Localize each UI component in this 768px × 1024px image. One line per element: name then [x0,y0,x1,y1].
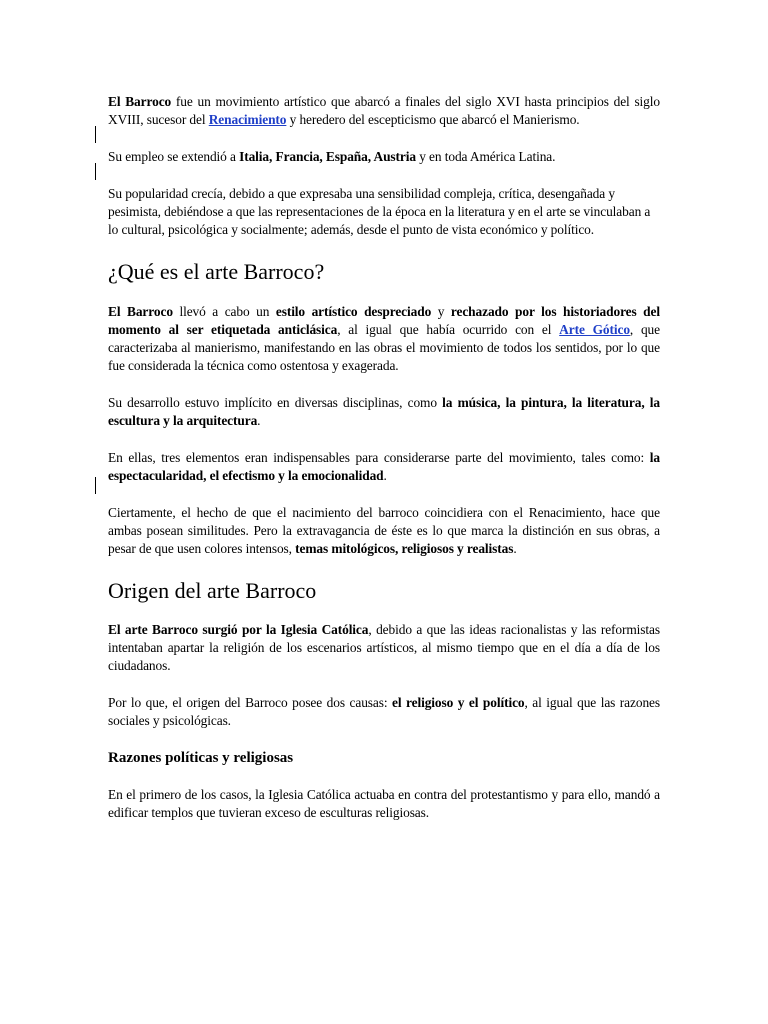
bold-text: El Barroco [108,94,172,109]
text: En ellas, tres elementos eran indispensables para considerarse parte del movimiento, tales como: [108,450,650,465]
heading-razones: Razones políticas y religiosas [108,750,294,766]
bold-text: rechazado por los historiadores del momento al ser etiquetada anticlásica [108,304,660,337]
bold-text: temas mitológicos, religiosos y realistas [295,541,514,556]
text: llevó a cabo un [172,304,276,319]
text-cursor-marker [95,126,96,143]
paragraph-popularity [108,185,660,239]
text: y heredero del escepticismo que abarcó el Manierismo. [286,112,580,127]
text: En el primero de los casos, la Iglesia Católica actuaba en contra del protestantismo y para ello, mandó a edificar templos que tuvieran exceso de esculturas religiosas. [108,787,660,820]
heading-origen: Origen del arte Barroco [108,578,317,603]
bold-text: el religioso y el político [392,695,525,710]
text: , al igual que había ocurrido con el [337,322,560,337]
paragraph-causes [108,694,660,730]
text: Por lo que, el origen del Barroco posee dos causas: [108,695,393,710]
link-renacimiento[interactable]: Renacimiento [208,112,287,127]
text: Su empleo se extendió a [108,149,240,164]
text: Su desarrollo estuvo implícito en diversas disciplinas, como [108,395,443,410]
heading-que-es: ¿Qué es el arte Barroco? [108,259,325,284]
bold-text: El arte Barroco surgió por la Iglesia Católica [108,622,369,637]
text: y en toda América Latina. [415,149,556,164]
paragraph-definition [108,303,660,375]
text: Ciertamente, el hecho de que el nacimiento del barroco coincidiera con el Renacimiento, hace que ambas posean similitudes. Pero la extravagancia de éste es lo que marca la distinción en sus obras, a pesar de que usen colores intensos, [108,505,660,556]
paragraph-origin [108,621,660,675]
bold-text: Italia, Francia, España, Austria [239,149,416,164]
link-arte-gotico[interactable]: Arte Gótico [559,322,630,337]
bold-text: El Barroco [108,304,173,319]
text: . [383,468,387,483]
paragraph-intro [108,93,660,129]
paragraph-disciplines [108,394,660,430]
paragraph-elements [108,449,660,485]
paragraph-church [108,786,660,822]
bold-text: la música, la pintura, la literatura, la escultura y la arquitectura [108,395,660,428]
text: , debido a que las ideas racionalistas y las reformistas intentaban apartar la religión de los escenarios artísticos, al mismo tiempo que en el día a día de los ciudadanos. [108,622,660,673]
text: . [513,541,517,556]
text-cursor-marker [95,163,96,180]
text-cursor-marker [95,477,96,494]
document-body [108,93,660,822]
text: y [431,304,451,319]
bold-text: estilo artístico despreciado [275,304,432,319]
bold-text: la espectacularidad, el efectismo y la emocionalidad [108,450,660,483]
text: fue un movimiento artístico que abarcó a finales del siglo XVI hasta principios del siglo XVIII, sucesor del [108,94,660,127]
text: , al igual que las razones sociales y psicológicas. [108,695,661,728]
paragraph-extension [108,148,660,166]
text: . [257,413,261,428]
paragraph-similarities [108,504,660,558]
text: Su popularidad crecía, debido a que expresaba una sensibilidad compleja, crítica, desengañada y pesimista, debiéndose a que las representaciones de la época en la literatura y en el arte se vinculaban a lo cultural, psicológica y socialmente; además, desde el punto de vista económico y político. [108,186,651,237]
text: , que caracterizaba al manierismo, manifestando en las obras el movimiento de todos los sentidos, por lo que fue considerada la técnica como ostentosa y exagerada. [108,322,660,373]
